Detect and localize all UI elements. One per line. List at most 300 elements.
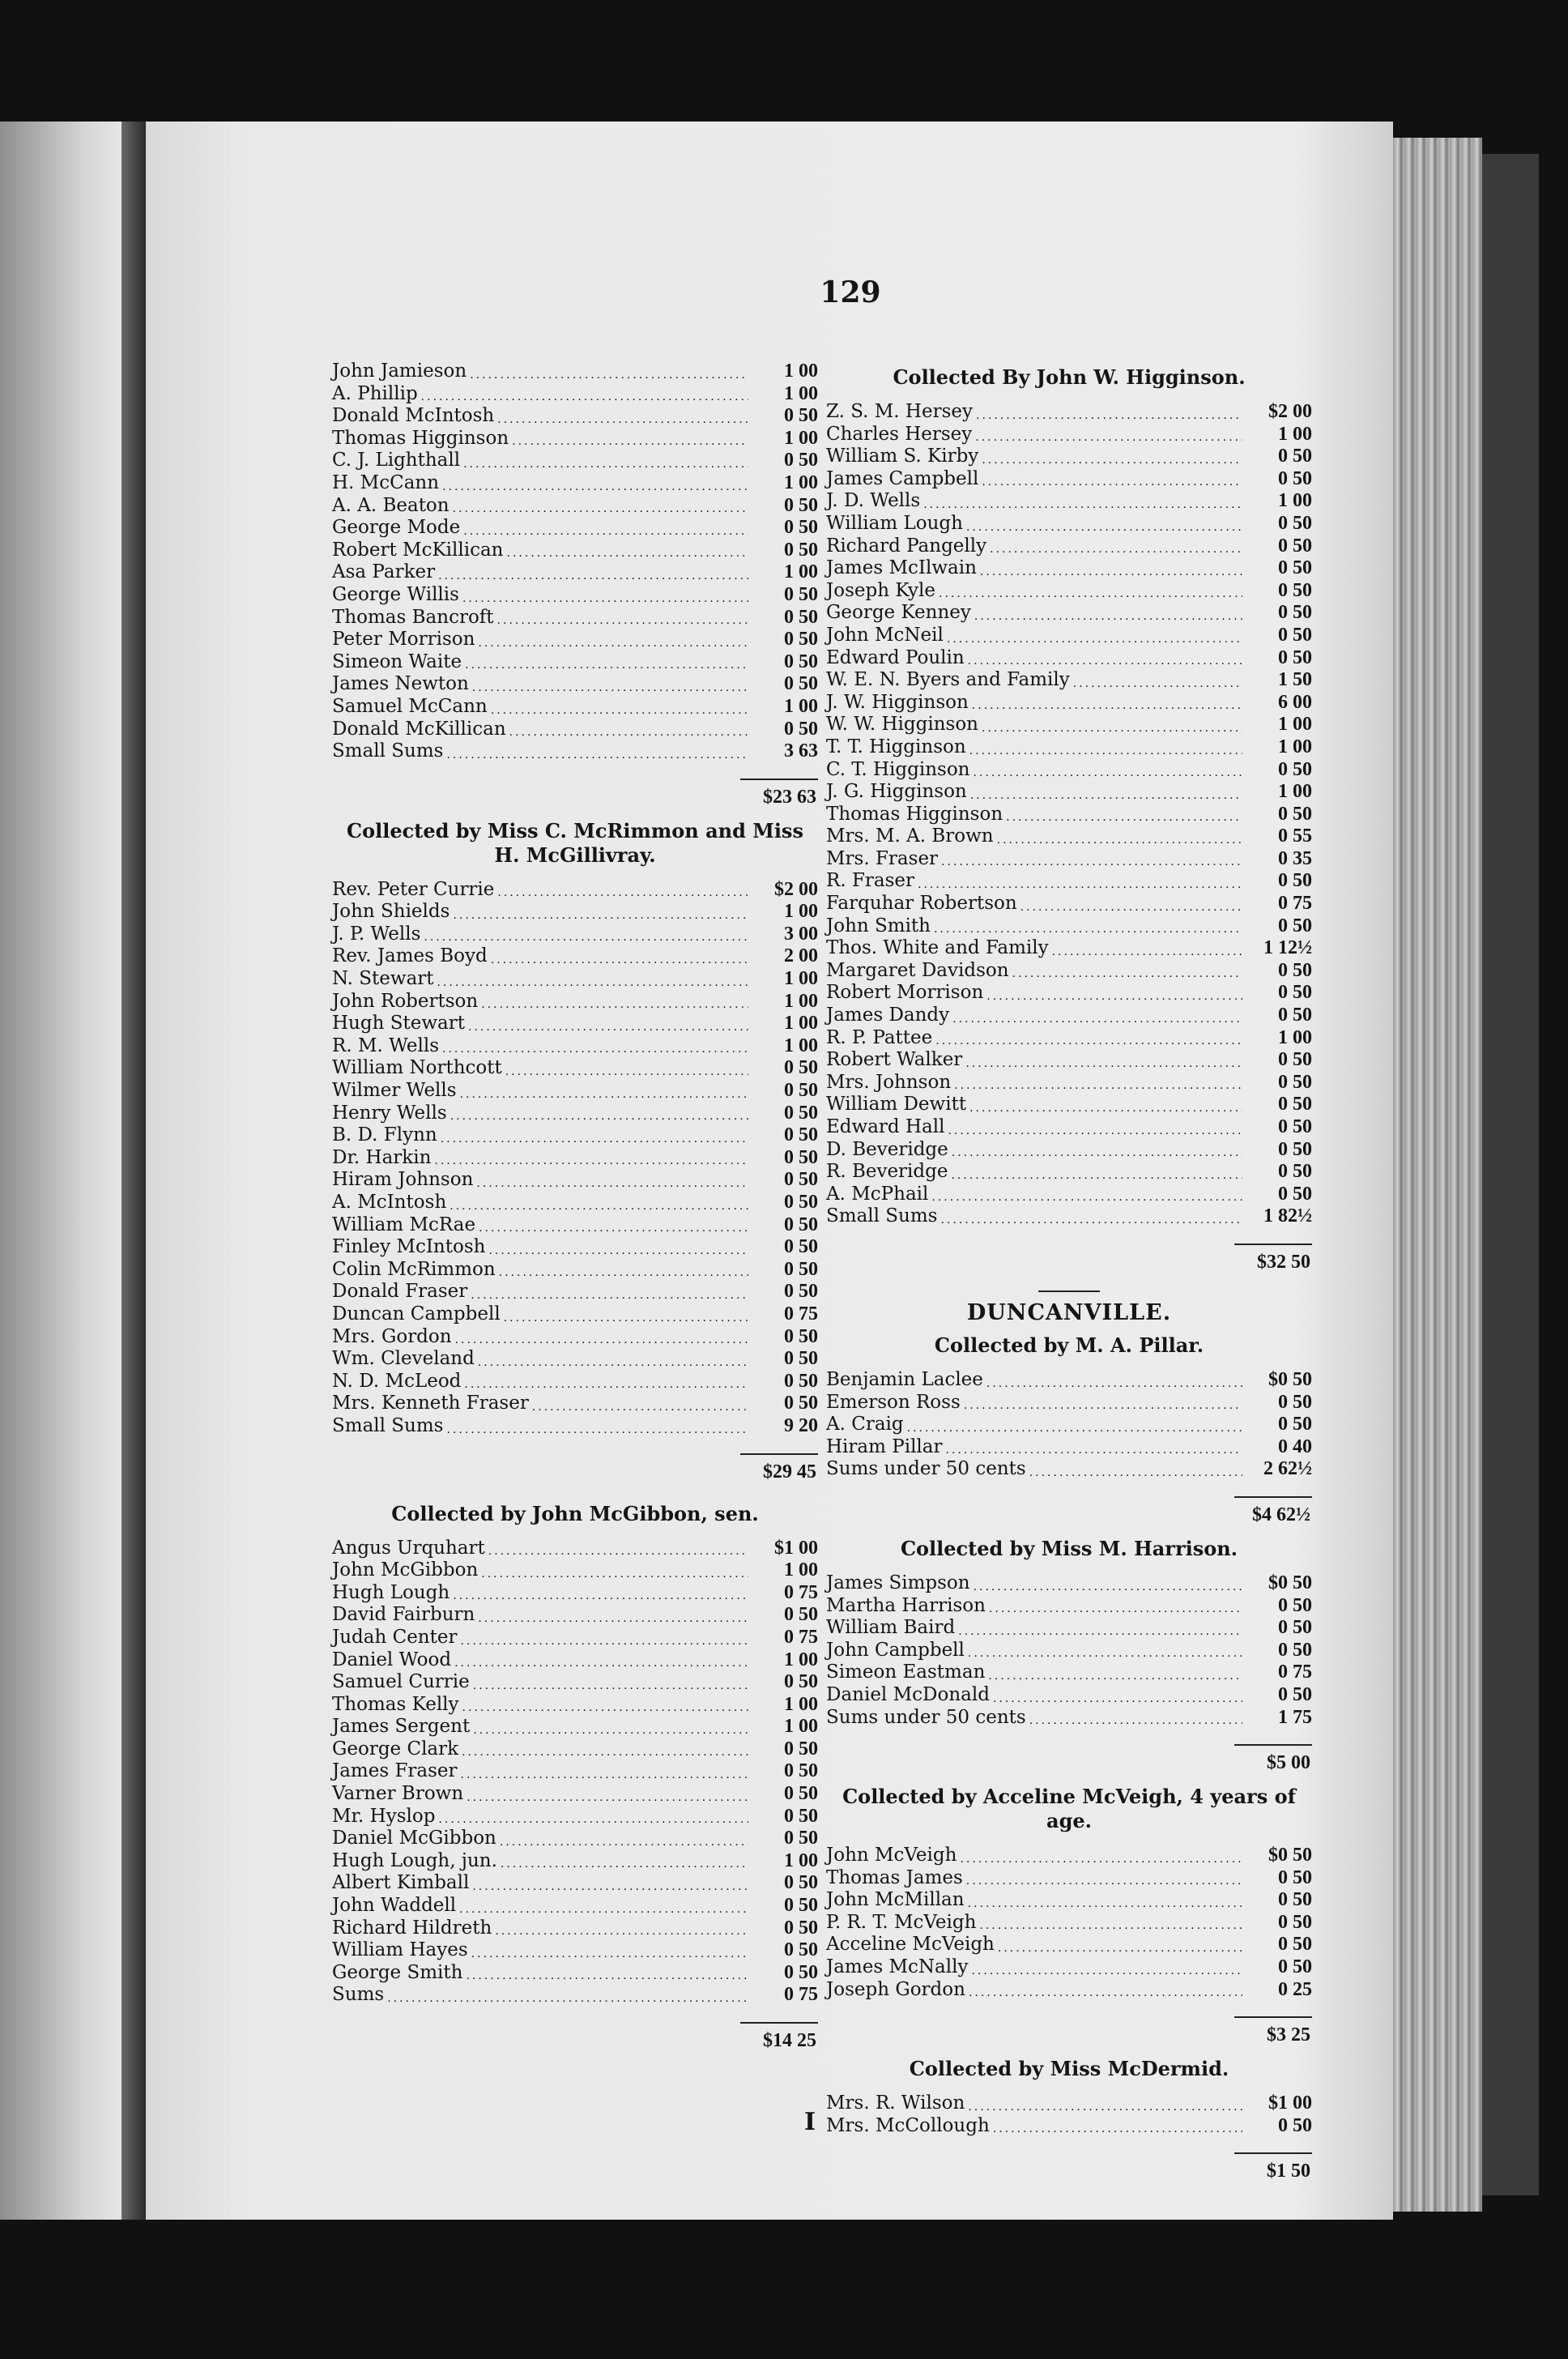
amount: 0 50: [784, 718, 818, 740]
subscription-row: [332, 673, 818, 696]
subscription-row: [826, 1640, 1312, 1662]
subscriber-name: George Mode: [332, 517, 461, 539]
dot-leader: [438, 1811, 748, 1828]
subscription-row: [332, 540, 818, 562]
subscription-row: [826, 424, 1312, 446]
subscriber-name: Small Sums: [826, 1205, 938, 1227]
dot-leader: [438, 568, 748, 584]
amount: 0 50: [1278, 1889, 1312, 1911]
dot-leader: [982, 474, 1242, 490]
subscriber-name: Duncan Campbell: [332, 1303, 501, 1325]
dot-leader: [470, 367, 748, 383]
subscriber-name: Donald McIntosh: [332, 405, 495, 427]
amount: 0 50: [784, 405, 818, 427]
amount: 0 75: [784, 1984, 818, 2006]
amount: 0 50: [1278, 1183, 1312, 1205]
dot-leader: [965, 1056, 1242, 1072]
subscriber-name: Simeon Eastman: [826, 1662, 986, 1683]
subscriber-name: Benjamin Laclee: [826, 1368, 983, 1390]
subscription-row: [332, 1538, 818, 1560]
subscription-row: [332, 428, 818, 450]
subscriber-name: Acceline McVeigh: [826, 1934, 995, 1956]
amount: 0 50: [1278, 1594, 1312, 1616]
subscriber-name: Hiram Johnson: [332, 1169, 474, 1191]
subscription-row: [826, 1956, 1312, 1979]
amount: 1 00: [784, 1693, 818, 1715]
subscriber-name: J. G. Higginson: [826, 781, 967, 803]
subscription-row: [826, 1184, 1312, 1206]
dot-leader: [1006, 809, 1242, 825]
dot-leader: [976, 407, 1242, 424]
subscriber-name: Mrs. McCollough: [826, 2114, 990, 2136]
subscription-row: [332, 1326, 818, 1349]
subscription-row: [332, 1103, 818, 1125]
section-total: $1 50: [1267, 2161, 1310, 2182]
amount: 0 50: [1278, 535, 1312, 557]
subscriber-name: John McGibbon: [332, 1559, 479, 1581]
amount: 1 00: [784, 695, 818, 717]
dot-leader: [488, 1243, 748, 1259]
subscription-row: [332, 924, 818, 946]
subscription-row: [332, 607, 818, 629]
subscriber-name: Margaret Davidson: [826, 959, 1009, 981]
subscriber-name: Samuel Currie: [332, 1671, 470, 1693]
subscriber-name: Peter Morrison: [332, 629, 475, 651]
subscriber-name: Finley McIntosh: [332, 1236, 486, 1258]
dot-leader: [497, 612, 748, 629]
subscriber-name: D. Beveridge: [826, 1138, 948, 1160]
subscription-row: [826, 781, 1312, 804]
subscriber-name: Angus Urquhart: [332, 1537, 485, 1559]
subscriber-name: Samuel McCann: [332, 695, 488, 717]
dot-leader: [442, 1041, 748, 1057]
book-gutter: [121, 122, 146, 2220]
subscription-row: [826, 1094, 1312, 1116]
page-edges: [1393, 138, 1482, 2212]
amount: 0 50: [1278, 1094, 1312, 1116]
amount: 1 00: [784, 1559, 818, 1581]
dot-leader: [478, 1610, 748, 1627]
subscription-row: [826, 1595, 1312, 1618]
subscriber-name: Hugh Lough: [332, 1581, 450, 1603]
subscriber-name: David Fairburn: [332, 1604, 475, 1626]
amount: 0 50: [784, 1124, 818, 1146]
dot-leader: [918, 877, 1242, 893]
dot-leader: [473, 1678, 748, 1694]
subscriber-name: John Robertson: [332, 990, 479, 1012]
subscriber-name: Thos. White and Family: [826, 937, 1049, 959]
subscriber-name: R. M. Wells: [332, 1034, 440, 1056]
subscription-row: [332, 360, 818, 383]
amount: 0 50: [784, 1057, 818, 1079]
subscriber-name: P. R. T. McVeigh: [826, 1911, 977, 1933]
subscription-row: [826, 1934, 1312, 1956]
subscription-row: [332, 1783, 818, 1806]
amount: 2 62½: [1263, 1458, 1312, 1480]
subscriber-name: Mrs. M. A. Brown: [826, 825, 994, 847]
amount: 3 63: [784, 740, 818, 762]
section-total: $5 00: [1267, 1752, 1310, 1774]
subscriber-name: J. D. Wells: [826, 490, 921, 512]
subscription-row: [332, 1984, 818, 2007]
dot-leader: [462, 1700, 748, 1716]
subscriber-name: Donald Fraser: [332, 1281, 468, 1303]
amount: 0 50: [784, 1080, 818, 1102]
amount: 0 50: [784, 1393, 818, 1414]
dot-leader: [499, 1265, 748, 1281]
amount: 0 50: [784, 1828, 818, 1849]
subscriber-name: Thomas Kelly: [332, 1693, 459, 1715]
subscriber-name: Mrs. Gordon: [332, 1325, 452, 1347]
subscriber-name: James Fraser: [332, 1760, 458, 1782]
collector-heading: Collected by Acceline McVeigh, 4 years of age.: [842, 1785, 1296, 1833]
amount: 0 50: [784, 1604, 818, 1626]
subscription-row: [826, 1005, 1312, 1027]
dot-leader: [1052, 944, 1242, 960]
subscription-row: [826, 401, 1312, 424]
amount: 0 50: [784, 1961, 818, 1983]
dot-leader: [970, 787, 1242, 804]
subscription-row: [826, 893, 1312, 915]
subscriber-name: C. T. Higginson: [826, 758, 970, 780]
amount: $2 00: [1268, 401, 1312, 422]
subscriber-name: Farquhar Robertson: [826, 893, 1017, 915]
dot-leader: [974, 1579, 1242, 1595]
dot-leader: [509, 724, 748, 740]
amount: 0 50: [1278, 1049, 1312, 1071]
dot-leader: [969, 1985, 1242, 2001]
amount: 0 50: [1278, 1934, 1312, 1956]
amount: $0 50: [1268, 1368, 1312, 1390]
amount: 0 50: [784, 673, 818, 695]
amount: 0 50: [784, 1102, 818, 1124]
amount: 1 75: [1278, 1706, 1312, 1728]
amount: 0 50: [1278, 1391, 1312, 1413]
total-block: [826, 1486, 1312, 1529]
subscription-row: [826, 1414, 1312, 1436]
subscription-row: [332, 450, 818, 472]
amount: 0 50: [784, 1671, 818, 1693]
total-rule: [1234, 1744, 1312, 1746]
subscription-row: [332, 1582, 818, 1605]
subscriber-name: Richard Hildreth: [332, 1917, 492, 1939]
subscription-row: [826, 647, 1312, 670]
dot-leader: [986, 988, 1242, 1005]
section-total: $3 25: [1267, 2024, 1310, 2046]
amount: 0 50: [784, 494, 818, 516]
subscriber-name: Mrs. Fraser: [826, 847, 939, 869]
subscription-row: [332, 1147, 818, 1170]
subscription-row: [332, 1939, 818, 1962]
amount: 0 50: [1278, 1956, 1312, 1978]
subscriber-name: James McNally: [826, 1956, 969, 1978]
dot-leader: [986, 1376, 1242, 1392]
subscriber-name: John Campbell: [826, 1639, 965, 1661]
dot-leader: [460, 1086, 748, 1103]
subscription-row: [826, 1116, 1312, 1139]
dot-leader: [982, 720, 1242, 736]
dot-leader: [454, 1655, 748, 1671]
opening-list: [332, 360, 818, 811]
dot-leader: [479, 1220, 748, 1236]
subscription-row: [826, 1572, 1312, 1595]
amount: 0 50: [784, 1760, 818, 1782]
dot-leader: [497, 885, 748, 901]
amount: 0 50: [784, 606, 818, 628]
subscription-row: [826, 825, 1312, 848]
subscriber-name: Mrs. Kenneth Fraser: [332, 1393, 529, 1414]
subscriber-name: B. D. Flynn: [332, 1124, 437, 1146]
subscription-row: [826, 1392, 1312, 1414]
subscriber-name: Sums: [332, 1984, 385, 2006]
subscriber-name: Hiram Pillar: [826, 1435, 943, 1457]
dot-leader: [463, 456, 748, 472]
dot-leader: [504, 1310, 748, 1326]
dot-leader: [461, 1767, 748, 1783]
total-rule: [1234, 1496, 1312, 1498]
amount: 1 00: [784, 471, 818, 493]
subscriber-name: William Hayes: [332, 1939, 468, 1961]
dot-leader: [934, 921, 1242, 937]
dot-leader: [975, 429, 1242, 446]
amount: 0 50: [784, 583, 818, 605]
subscription-row: [826, 1617, 1312, 1640]
subscription-row: [826, 1458, 1312, 1481]
subscriber-name: Small Sums: [332, 740, 444, 762]
subscriber-name: Varner Brown: [332, 1783, 464, 1805]
dot-leader: [980, 564, 1242, 580]
dot-leader: [441, 1131, 748, 1147]
subscription-row: [332, 901, 818, 924]
subscription-row: [332, 495, 818, 518]
amount: 0 50: [1278, 1639, 1312, 1661]
amount: 1 00: [1278, 781, 1312, 803]
total-block: [826, 1734, 1312, 1777]
subscription-row: [332, 1057, 818, 1080]
amount: $1 00: [774, 1537, 818, 1559]
amount: 0 50: [1278, 959, 1312, 981]
subscription-row: [332, 740, 818, 763]
amount: 0 75: [1278, 893, 1312, 915]
subscriber-name: Thomas Higginson: [826, 803, 1003, 825]
amount: 1 00: [784, 968, 818, 990]
amount: 1 00: [784, 1849, 818, 1871]
subscriber-name: James McIlwain: [826, 557, 977, 579]
subscription-row: [826, 625, 1312, 647]
dot-leader: [939, 586, 1242, 602]
dot-leader: [972, 697, 1242, 714]
dot-leader: [472, 680, 748, 696]
subscription-row: [826, 759, 1312, 782]
dot-leader: [488, 1543, 748, 1559]
subscription-row: [332, 696, 818, 719]
subscription-row: [826, 1867, 1312, 1890]
dot-leader: [481, 1566, 748, 1582]
total-rule: [1234, 2152, 1312, 2154]
amount: 0 50: [1278, 1683, 1312, 1705]
subscriber-name: Robert Morrison: [826, 982, 984, 1004]
subscription-row: [332, 1415, 818, 1438]
amount: $1 00: [1268, 2092, 1312, 2114]
subscriber-name: James Newton: [332, 673, 469, 695]
total-block: [332, 768, 818, 811]
subscription-row: [332, 1917, 818, 1940]
subscriber-name: James Dandy: [826, 1005, 950, 1026]
subscriber-name: William Northcott: [332, 1057, 502, 1079]
subscription-row: [332, 945, 818, 968]
amount: 0 50: [1278, 1071, 1312, 1093]
dot-leader: [968, 1896, 1242, 1912]
amount: 2 00: [784, 945, 818, 967]
subscriber-name: Joseph Gordon: [826, 1978, 965, 2000]
amount: 0 50: [1278, 915, 1312, 936]
subscriber-name: J. P. Wells: [332, 923, 421, 945]
amount: 0 75: [784, 1581, 818, 1603]
subscriber-name: W. W. Higginson: [826, 714, 978, 736]
amount: 0 50: [1278, 1138, 1312, 1160]
amount: 0 50: [1278, 2114, 1312, 2136]
signature-mark: I: [803, 2108, 816, 2136]
dot-leader: [954, 1077, 1242, 1094]
subscription-row: [332, 1035, 818, 1058]
dot-leader: [960, 1851, 1242, 1867]
amount: 0 50: [1278, 467, 1312, 489]
subscriber-name: N. Stewart: [332, 968, 434, 990]
subscription-row: [826, 804, 1312, 826]
dot-leader: [969, 1100, 1242, 1116]
book-cover-edge: [1482, 154, 1539, 2195]
subscriber-name: Edward Poulin: [826, 646, 965, 668]
dot-leader: [459, 1901, 748, 1917]
amount: 0 50: [1278, 602, 1312, 624]
subscription-row: [332, 1872, 818, 1895]
subscription-row: [332, 1303, 818, 1326]
dot-leader: [948, 1123, 1242, 1139]
subscriber-name: Joseph Kyle: [826, 579, 936, 601]
amount: 0 50: [1278, 446, 1312, 467]
dot-leader: [935, 1033, 1242, 1049]
amount: 0 50: [1278, 1116, 1312, 1137]
amount: 1 00: [1278, 490, 1312, 512]
dot-leader: [450, 1108, 748, 1124]
dot-leader: [495, 1923, 748, 1939]
subscriber-name: N. D. McLeod: [332, 1370, 462, 1392]
subscriber-name: Sums under 50 cents: [826, 1458, 1026, 1480]
subscription-row: [826, 1912, 1312, 1935]
dot-leader: [974, 608, 1242, 625]
dot-leader: [971, 1963, 1242, 1979]
dot-leader: [462, 1744, 748, 1760]
subscription-row: [332, 1080, 818, 1103]
collector-heading: Collected By John W. Higginson.: [893, 365, 1246, 389]
amount: 0 25: [1278, 1978, 1312, 2000]
subscriber-name: William S. Kirby: [826, 446, 979, 467]
subscription-row: [332, 1962, 818, 1985]
subscriber-name: H. McCann: [332, 471, 440, 493]
subscription-row: [826, 1027, 1312, 1050]
subscription-row: [332, 383, 818, 406]
subscription-row: [826, 848, 1312, 871]
section-divider: [1038, 1290, 1100, 1292]
amount: 0 50: [784, 1805, 818, 1827]
dot-leader: [997, 832, 1242, 848]
section-total: $23 63: [763, 786, 816, 808]
subscriber-name: A. McIntosh: [332, 1192, 447, 1213]
subscription-row: [332, 1192, 818, 1214]
dot-leader: [491, 702, 748, 719]
subscription-row: [826, 1436, 1312, 1459]
amount: 0 50: [784, 1146, 818, 1168]
subscription-row: [826, 1049, 1312, 1072]
amount: $0 50: [1268, 1572, 1312, 1593]
amount: 1 00: [1278, 423, 1312, 445]
subscription-row: [332, 968, 818, 991]
dot-leader: [1020, 899, 1242, 915]
amount: 0 50: [1278, 1414, 1312, 1435]
dot-leader: [1029, 1465, 1242, 1481]
subscription-row: [826, 982, 1312, 1005]
section-total: $29 45: [763, 1461, 816, 1482]
amount: 1 00: [784, 360, 818, 382]
amount: 0 50: [1278, 512, 1312, 534]
dot-leader: [907, 1420, 1242, 1436]
subscription-row: [332, 517, 818, 540]
amount: 1 00: [784, 1034, 818, 1056]
subscription-row: [826, 1979, 1312, 2002]
subscription-row: [826, 736, 1312, 759]
subscription-row: [332, 1236, 818, 1259]
dot-leader: [501, 1856, 748, 1872]
amount: 0 50: [784, 629, 818, 651]
amount: 0 75: [784, 1303, 818, 1325]
subscription-row: [332, 1013, 818, 1035]
amount: 0 50: [784, 517, 818, 539]
amount: 1 00: [784, 1013, 818, 1034]
subscription-row: [332, 991, 818, 1013]
subscription-row: [332, 1738, 818, 1761]
subscriber-name: Dr. Harkin: [332, 1146, 432, 1168]
subscriber-name: William Baird: [826, 1617, 956, 1639]
subscription-row: [826, 1707, 1312, 1730]
dot-leader: [387, 1990, 748, 2007]
amount: 0 50: [1278, 1161, 1312, 1183]
subscriber-name: Judah Center: [332, 1626, 458, 1648]
subscriber-name: T. T. Higginson: [826, 736, 966, 757]
dot-leader: [993, 1691, 1242, 1707]
dot-leader: [466, 1968, 748, 1984]
subscription-row: [826, 1161, 1312, 1184]
dot-leader: [453, 907, 748, 924]
amount: 0 50: [1278, 1005, 1312, 1026]
subscription-row: [826, 513, 1312, 535]
subscriber-name: George Clark: [332, 1738, 459, 1760]
subscription-row: [332, 1559, 818, 1582]
subscription-row: [332, 1760, 818, 1783]
subscription-row: [332, 1214, 818, 1237]
subscriber-name: Daniel Wood: [332, 1649, 452, 1670]
subscription-row: [826, 1072, 1312, 1094]
subscription-row: [826, 468, 1312, 491]
facing-page-edge: [0, 122, 121, 2220]
subscription-row: [826, 580, 1312, 603]
dot-leader: [442, 479, 748, 495]
dot-leader: [951, 1167, 1242, 1184]
total-block: [826, 2006, 1312, 2049]
subscriber-name: William Dewitt: [826, 1094, 967, 1116]
total-block: [332, 2011, 818, 2054]
dot-leader: [455, 1332, 748, 1348]
amount: 0 50: [784, 1192, 818, 1213]
